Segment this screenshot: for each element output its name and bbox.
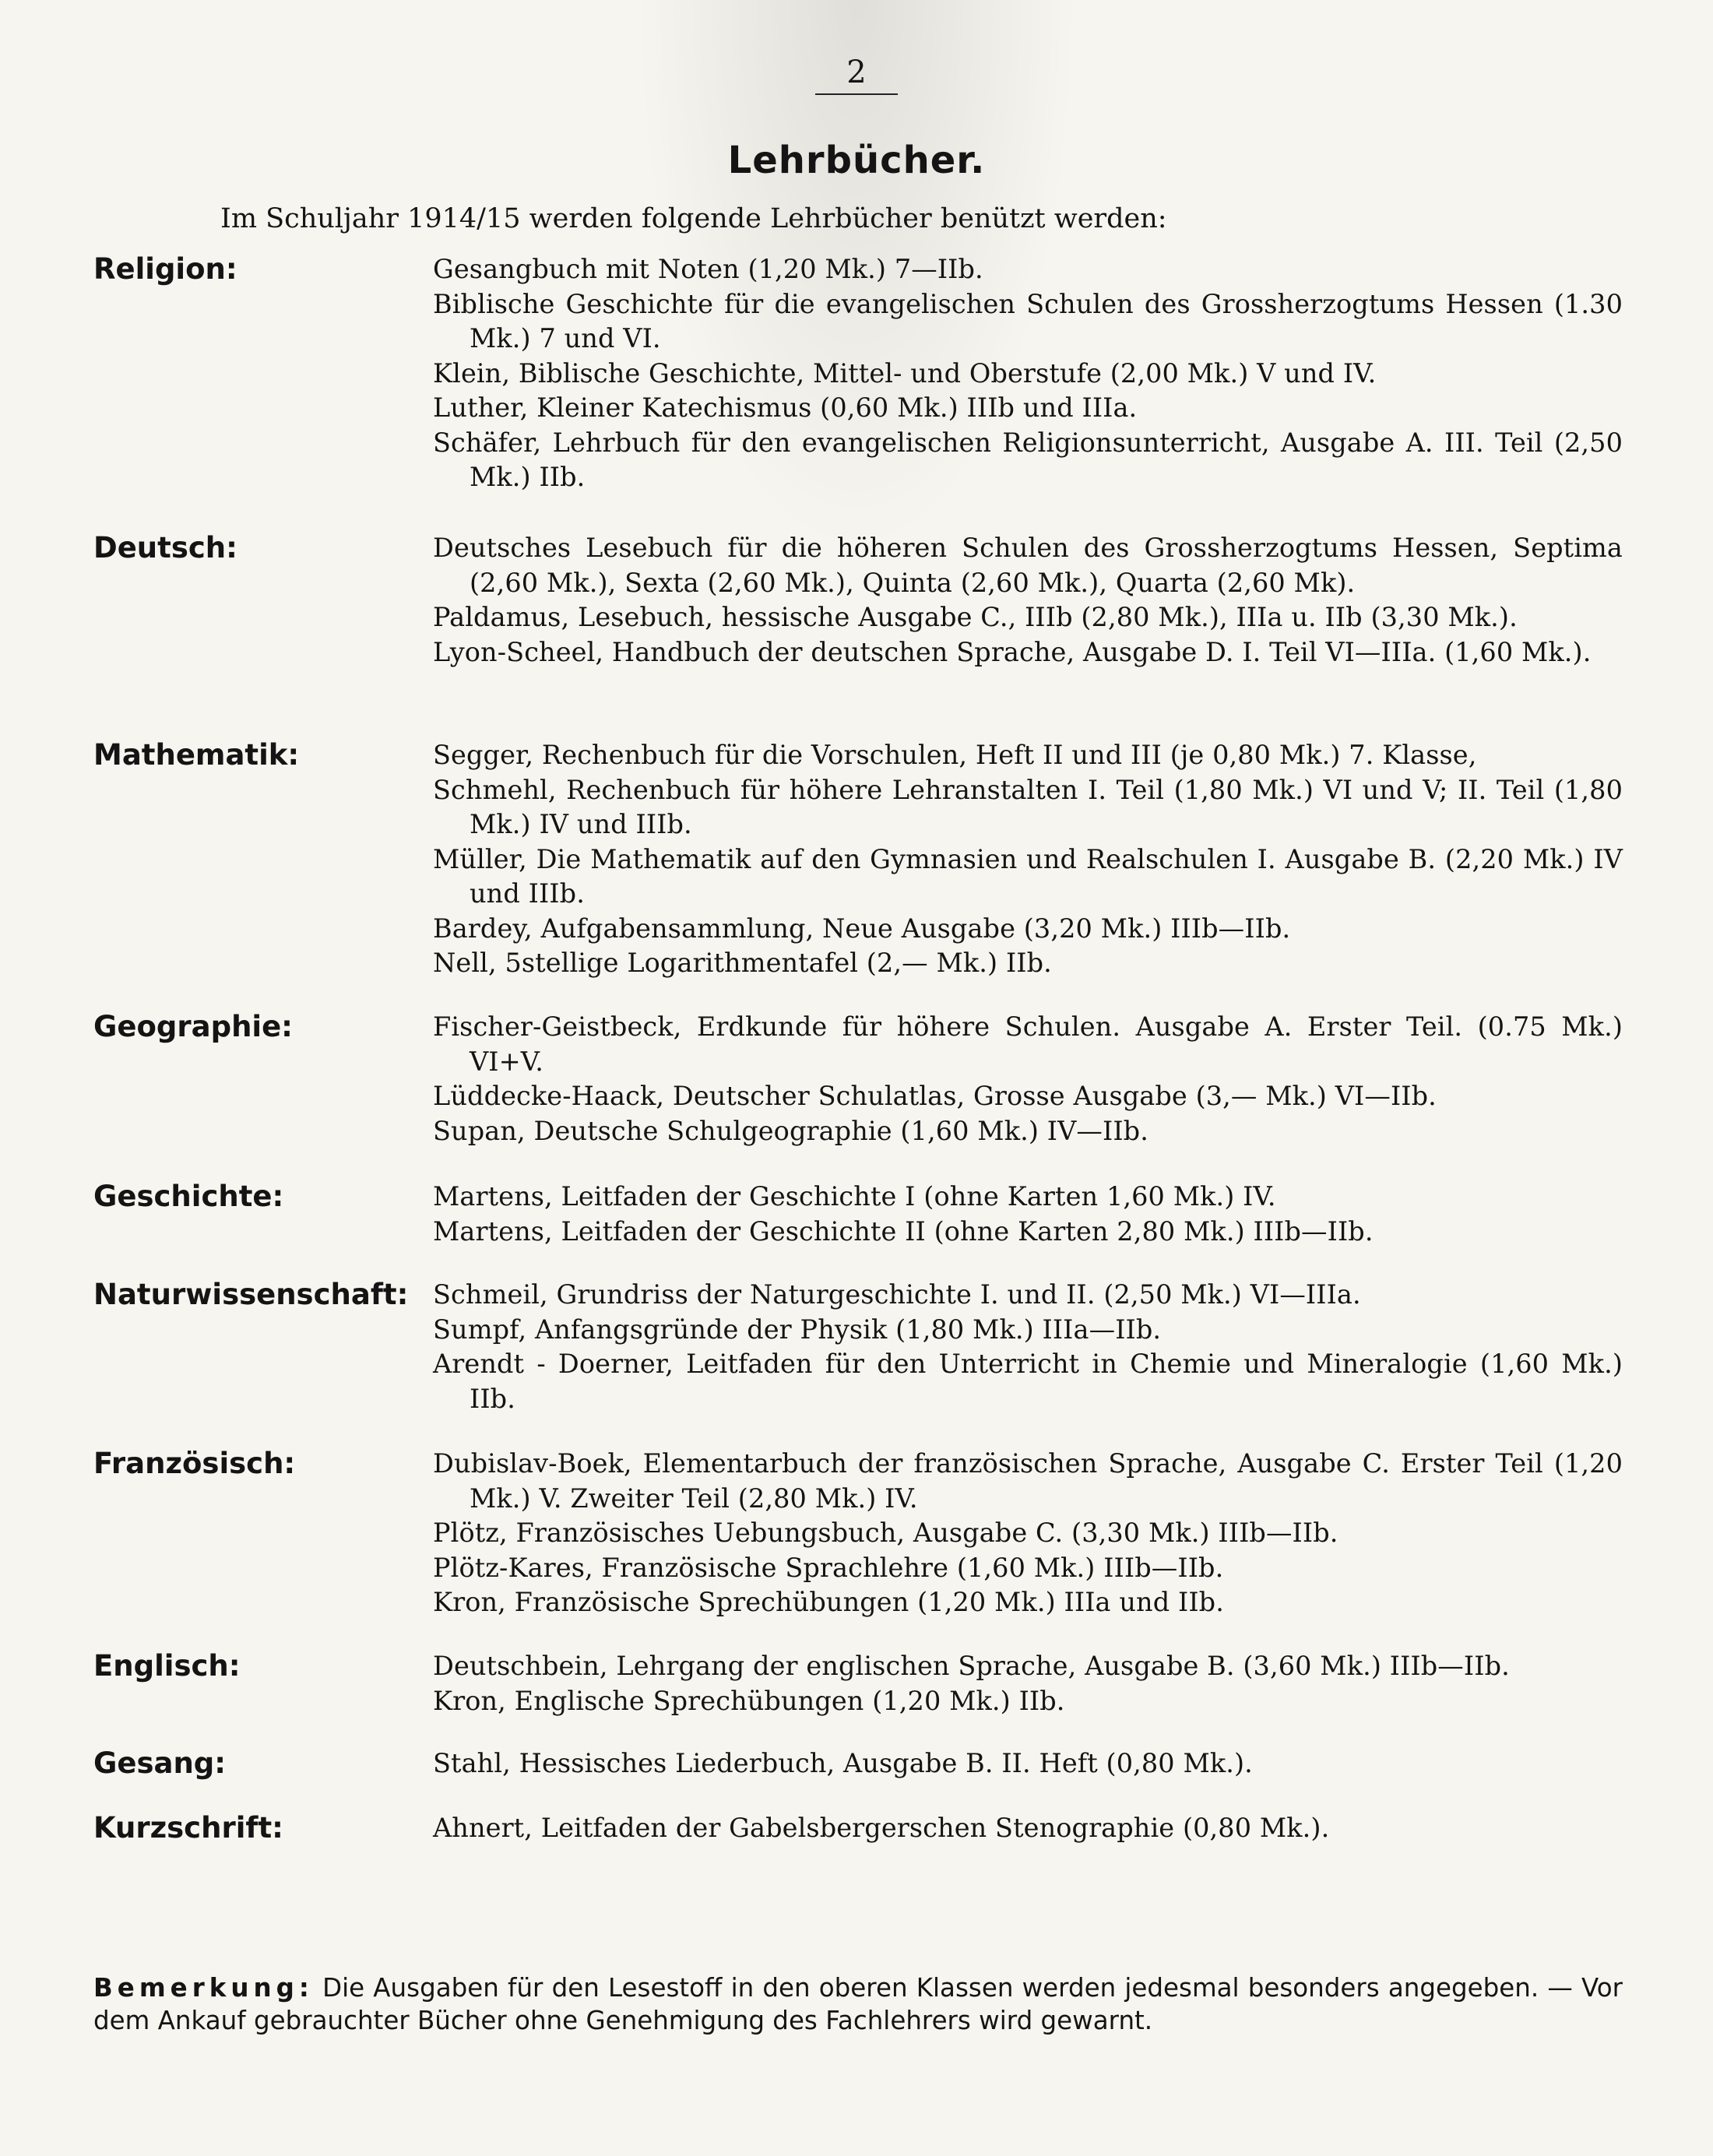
list-item: Schmehl, Rechenbuch für höhere Lehranstalten I. Teil (1,80 Mk.) VI und V; II. Teil (1,80 Mk.) IV und IIIb. (433, 774, 1623, 839)
list-item: Bardey, Aufgabensammlung, Neue Ausgabe (3,20 Mk.) IIIb—IIb. (433, 913, 1291, 944)
list-item: Paldamus, Lesebuch, hessische Ausgabe C., IIIb (2,80 Mk.), IIIa u. IIb (3,30 Mk.). (433, 602, 1518, 632)
section-label: Gesang: (93, 1746, 227, 1780)
list-item: Supan, Deutsche Schulgeographie (1,60 Mk.) IV—IIb. (433, 1115, 1148, 1146)
page-title: Lehrbücher. (727, 139, 986, 182)
list-item: Nell, 5stellige Logarithmentafel (2,— Mk.) IIb. (433, 948, 1052, 978)
entry-list (433, 1180, 1623, 1249)
list-item: Stahl, Hessisches Liederbuch, Ausgabe B. II. Heft (0,80 Mk.). (433, 1748, 1253, 1778)
list-item: Kron, Französische Sprechübungen (1,20 Mk.) IIIa und IIb. (433, 1587, 1224, 1617)
list-item: Dubislav-Boek, Elementarbuch der französischen Sprache, Ausgabe C. Erster Teil (1,20 Mk.) V. Zweiter Teil (2,80 Mk.) IV. (433, 1448, 1623, 1514)
list-item: Arendt - Doerner, Leitfaden für den Unterricht in Chemie und Mineralogie (1,60 Mk.) IIb. (433, 1349, 1623, 1414)
section-label: Geschichte: (93, 1180, 284, 1213)
page-number-rule (815, 93, 898, 95)
section-label: Englisch: (93, 1649, 241, 1683)
list-item: Martens, Leitfaden der Geschichte II (ohne Karten 2,80 Mk.) IIIb—IIb. (433, 1215, 1374, 1247)
list-item: Plötz, Französisches Uebungsbuch, Ausgabe C. (3,30 Mk.) IIIb—IIb. (433, 1518, 1338, 1548)
list-item: Kron, Englische Sprechübungen (1,20 Mk.) IIb. (433, 1685, 1065, 1716)
section-label: Naturwissenschaft: (93, 1278, 409, 1311)
entry-list (433, 1010, 1623, 1148)
list-item: Martens, Leitfaden der Geschichte I (ohne Karten 1,60 Mk.) IV. (433, 1181, 1276, 1212)
section-label: Kurzschrift: (93, 1811, 283, 1845)
list-item: Schmeil, Grundriss der Naturgeschichte I. und II. (2,50 Mk.) VI—IIIa. (433, 1279, 1361, 1310)
list-item: Segger, Rechenbuch für die Vorschulen, Heft II und III (je 0,80 Mk.) 7. Klasse, (433, 740, 1477, 770)
entry-list (433, 1811, 1623, 1846)
page-number: 2 (846, 55, 867, 90)
entry-list (433, 1649, 1623, 1718)
list-item: Schäfer, Lehrbuch für den evangelischen Religionsunterricht, Ausgabe A. III. Teil (2,50 Mk.) IIb. (433, 427, 1623, 492)
entry-list (433, 1447, 1623, 1620)
section-label: Deutsch: (93, 531, 237, 564)
list-item: Sumpf, Anfangsgründe der Physik (1,80 Mk.) IIIa—IIb. (433, 1314, 1162, 1345)
entry-list (433, 252, 1623, 495)
list-item: Fischer-Geistbeck, Erdkunde für höhere Schulen. Ausgabe A. Erster Teil. (0.75 Mk.) VI+V. (433, 1011, 1623, 1077)
list-item: Biblische Geschichte für die evangelischen Schulen des Grossherzogtums Hessen (1.30 Mk.) 7 und VI. (433, 288, 1623, 353)
section-label: Religion: (93, 252, 237, 286)
remark-text: Die Ausgaben für den Lesestoff in den oberen Klassen werden jedesmal besonders angegeben. — Vor dem Ankauf gebrauchter Bücher ohne Genehmigung des Fachlehrers wird gewarnt. (93, 1973, 1623, 2035)
list-item: Deutsches Lesebuch für die höheren Schulen des Grossherzogtums Hessen, Septima (2,60 Mk.), Sexta (2,60 Mk.), Quinta (2,60 Mk.), Quarta (2,60 Mk). (433, 533, 1623, 598)
list-item: Lüddecke-Haack, Deutscher Schulatlas, Grosse Ausgabe (3,— Mk.) VI—IIb. (433, 1081, 1437, 1111)
remark-paragraph (93, 1971, 1623, 2037)
intro-line: Im Schuljahr 1914/15 werden folgende Lehrbücher benützt werden: (220, 203, 1167, 234)
entry-list (433, 1746, 1623, 1781)
entry-list (433, 1278, 1623, 1416)
list-item: Lyon-Scheel, Handbuch der deutschen Sprache, Ausgabe D. I. Teil VI—IIIa. (1,60 Mk.). (433, 636, 1592, 667)
entry-list (433, 738, 1623, 981)
list-item: Luther, Kleiner Katechismus (0,60 Mk.) IIIb und IIIa. (433, 392, 1138, 423)
list-item: Deutschbein, Lehrgang der englischen Sprache, Ausgabe B. (3,60 Mk.) IIIb—IIb. (433, 1651, 1510, 1681)
list-item: Müller, Die Mathematik auf den Gymnasien und Realschulen I. Ausgabe B. (2,20 Mk.) IV und IIIb. (433, 843, 1623, 909)
list-item: Gesangbuch mit Noten (1,20 Mk.) 7—IIb. (433, 254, 983, 284)
remark-title: Bemerkung: (93, 1973, 314, 2003)
section-label: Geographie: (93, 1010, 293, 1043)
list-item: Klein, Biblische Geschichte, Mittel- und Oberstufe (2,00 Mk.) V und IV. (433, 357, 1377, 389)
list-item: Ahnert, Leitfaden der Gabelsbergerschen Stenographie (0,80 Mk.). (433, 1813, 1330, 1843)
section-label: Mathematik: (93, 738, 300, 772)
list-item: Plötz-Kares, Französische Sprachlehre (1,60 Mk.) IIIb—IIb. (433, 1552, 1224, 1583)
entry-list (433, 531, 1623, 670)
section-label: Französisch: (93, 1447, 296, 1480)
